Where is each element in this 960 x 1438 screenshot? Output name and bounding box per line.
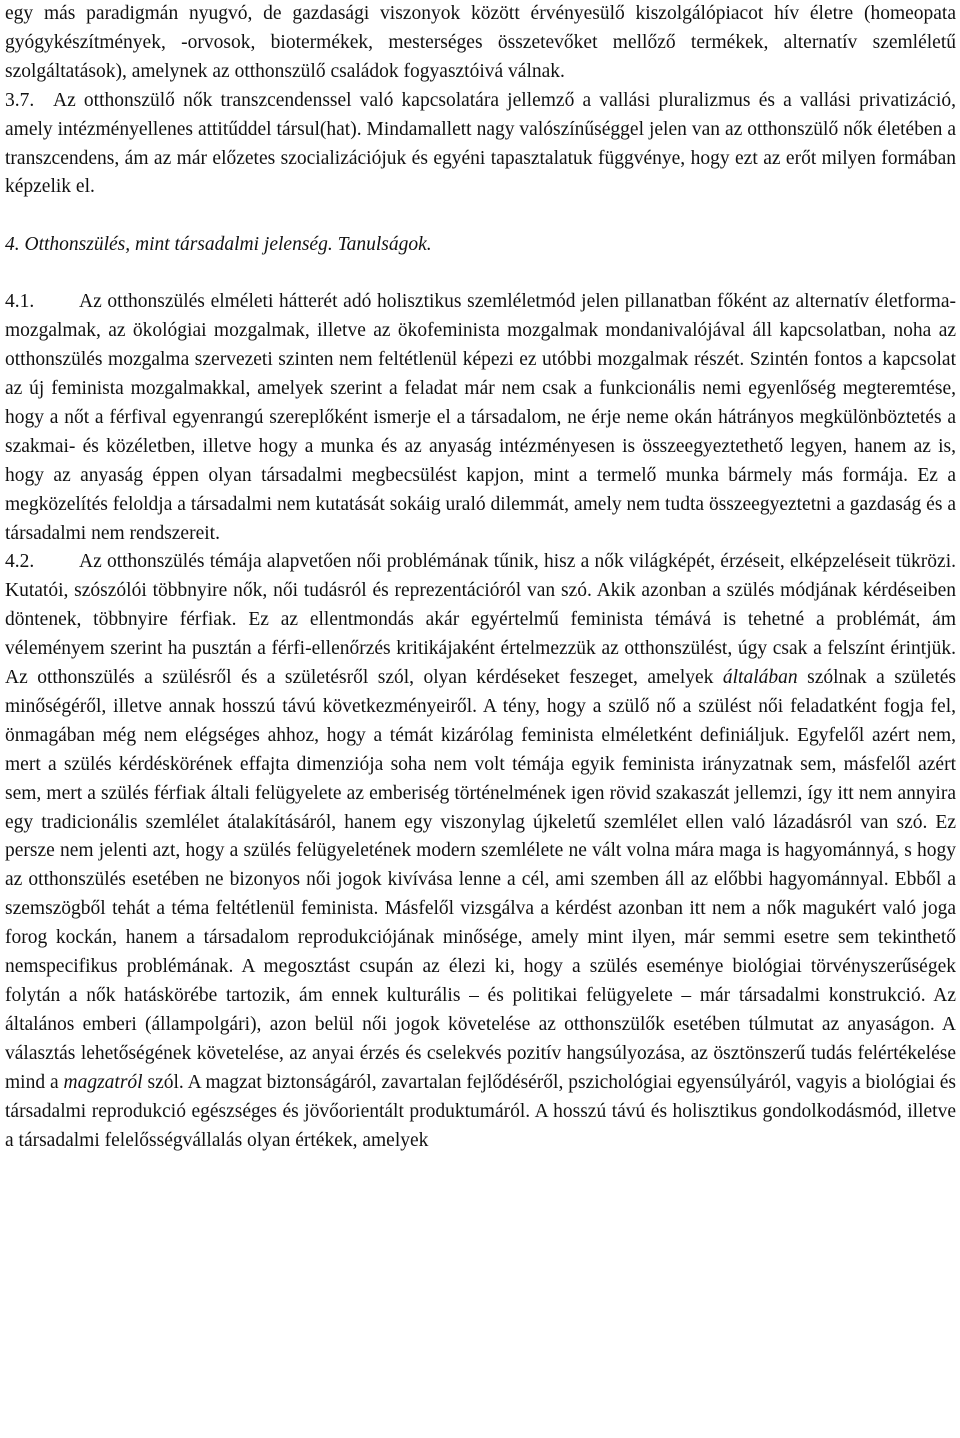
section-number: 3.7. xyxy=(5,89,35,111)
chapter-4-heading: 4. Otthonszülés, mint társadalmi jelenség. Tanulságok. xyxy=(5,233,432,255)
section-4-1-paragraph xyxy=(5,288,956,548)
intro-paragraph xyxy=(5,0,956,87)
section-number: 4.2. xyxy=(5,551,35,573)
section-text-part-1: Az otthonszülés témája alapvetően női problémának tűnik, hisz a nők világképét, érzéseit, elképzeléseit tükrözi. Kutatói, szószólói többnyire nők, női tudásról és reprezentációról van szó. Akik azonban a szülés módjának kérdéseiben döntenek, többnyire férfiak. Ez az ellentmondás akár egyértelmű feminista témává is tehetné a problémát, ám véleményem szerint ha pusztán a férfi-ellenőrzés kritikájaként értelmezzük az otthonszülést, úgy csak a felszínt érintjük. Az otthonszülés a szülésről és a születésről szól, olyan kérdéseket feszeget, amelyek xyxy=(5,551,956,689)
section-number: 4.1. xyxy=(5,291,35,313)
section-text: Az otthonszülő nők transzcendenssel való kapcsolatára jellemző a vallási pluralizmus és a vallási privatizáció, amely intézményellenes attitűddel társul(hat). Mindamallett nagy valószínűséggel jelen van az otthonszülő nők életében a transzcendens, ám az már előzetes szocializációjuk és egyéni tapasztalatuk függvénye, hogy ezt az erőt milyen formában képzelik el. xyxy=(5,89,956,198)
section-4-2-paragraph xyxy=(5,548,956,1155)
section-text: Az otthonszülés elméleti hátterét adó holisztikus szemléletmód jelen pillanatban főként az alternatív életforma-mozgalmak, az ökológiai mozgalmak, illetve az ökofeminista mozgalmak mondanivalójával áll kapcsolatban, noha az otthonszülés mozgalma szervezeti szinten nem feltétlenül képezi ez utóbbi mozgalmak részét. Szintén fontos a kapcsolat az új feminista mozgalmakkal, amelyek szerint a feladat már nem csak a funkcionális nemi egyenlőség megteremtése, hogy a nőt a férfival egyenrangú szereplőként ismerje el a társadalom, ne érje neme okán hátrányos megkülönböztetés a szakmai- és közéletben, illetve hogy a munka és az anyaság intézményesen is összeegyeztethető legyen, hanem az is, hogy az anyaság éppen olyan társadalmi megbecsülést kapjon, mint a termelő munka bármely más formája. Ez a megközelítés feloldja a társadalmi nem kutatását sokáig uraló dilemmát, amely nem tudta összeegyeztetni a gazdaság és a társadalmi nem rendszereit. xyxy=(5,291,956,544)
emphasis-magzatrol: magzatról xyxy=(63,1071,143,1093)
section-3-7-paragraph xyxy=(5,87,956,203)
intro-text: egy más paradigmán nyugvó, de gazdasági viszonyok között érvényesülő kiszolgálópiacot hív életre (homeopata gyógykészítmények, -orvosok, biotermékek, mesterséges összetevőket mellőző termékek, alternatív szemléletű szolgáltatások), amelynek az otthonszülő családok fogyasztóivá válnak. xyxy=(5,3,956,82)
document-page xyxy=(5,0,956,1155)
section-text-part-3: szól. A magzat biztonságáról, zavartalan fejlődéséről, pszichológiai egyensúlyáról, vagyis a biológiai és társadalmi reprodukció egészséges és jövőorientált produktumáról. A hosszú távú és holisztikus gondolkodásmód, illetve a társadalmi felelősségvállalás olyan értékek, amelyek xyxy=(5,1071,956,1151)
emphasis-altalaban: általában xyxy=(722,667,798,689)
section-text-part-2: szólnak a születés minőségéről, illetve annak hosszú távú következményeiről. A tény, hogy a szülő nő a szülést női feladatként fogja fel, önmagában még nem elégséges ahhoz, hogy a témát kizárólag feminista elméletként definiáljuk. Egyfelől azért nem, mert a szülés kérdéskörének effajta dimenziója soha nem volt témája egyik feminista irányzatnak sem, másfelől azért sem, mert a szülés férfiak általi felügyelete az emberiség történelmének igen rövid szakaszát jellemzi, így itt nem annyira egy tradicionális szemlélet átalakításáról, hanem egy viszonylag újkeletű szemlélet ellen való lázadásról van szó. Ez persze nem jelenti azt, hogy a szülés felügyeletének modern szemlélete ne vált volna mára maga is hagyománnyá, s hogy az otthonszülés esetében ne bizonyos női jogok kivívása lenne a cél, ami szemben áll az előbbi hagyománnyal. Ebből a szemszögből tehát a téma feltétlenül feminista. Másfelől vizsgálva a kérdést azonban itt nem a nők magukért való joga forog kockán, hanem a társadalom reprodukciójának minősége, amely mint ilyen, már semmi esetre sem tekinthető nemspecifikus problémának. A megosztást csupán az élezi ki, hogy a szülés eseménye biológiai törvényszerűségek folytán a nők hatáskörébe tartozik, ám ennek kulturális – és politikai felügyelete – már társadalmi konstrukció. Az általános emberi (állampolgári), azon belül női jogok követelése az otthonszülők esetében túlmutat az anyaságon. A választás lehetőségének követelése, az anyai érzés és cselekvés pozitív hangsúlyozása, az ösztönszerű tudás felértékelése mind a xyxy=(5,667,956,1093)
